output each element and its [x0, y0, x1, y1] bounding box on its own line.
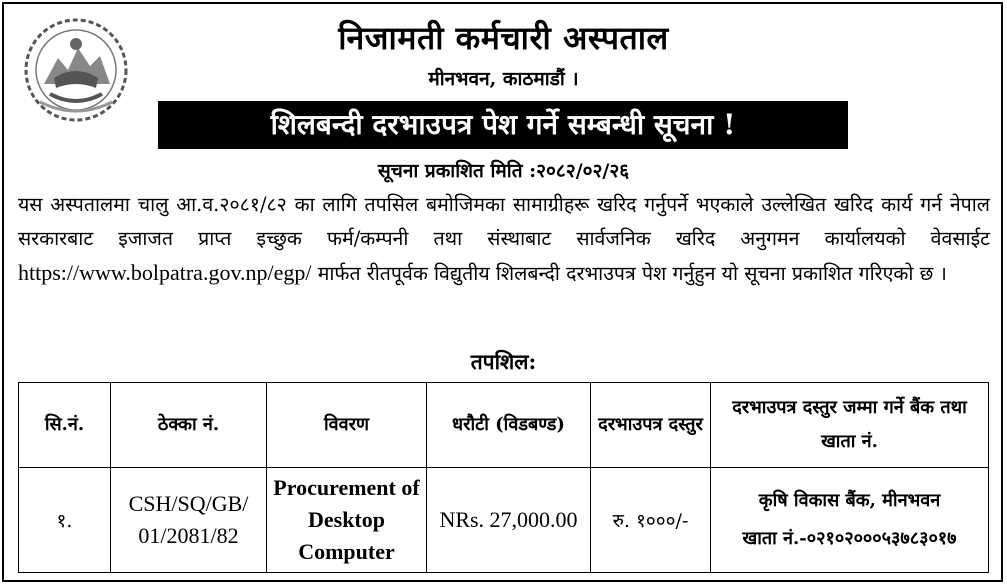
cell-description: Procurement of Desktop Computer: [267, 468, 427, 573]
body-text-part2: मार्फत रीतपूर्वक विद्युतीय शिलबन्दी दरभाउपत्र पेश गर्नुहुन यो सूचना प्रकाशित गरिएको छ ।: [317, 262, 947, 285]
egp-url-link[interactable]: https://www.bolpatra.gov.np/egp/: [18, 260, 312, 285]
header-fee: दरभाउपत्र दस्तुर: [591, 383, 711, 468]
cell-bank: [711, 468, 989, 573]
header-description: विवरण: [267, 383, 427, 468]
hospital-name: निजामती कर्मचारी अस्पताल: [338, 19, 669, 57]
cell-serial: १.: [19, 468, 111, 573]
table-header-row: [19, 383, 989, 468]
cell-bid-bond: NRs. 27,000.00: [427, 468, 591, 573]
bank-name: कृषि विकास बैंक, मीनभवन: [758, 490, 941, 511]
procurement-table: [18, 382, 989, 573]
body-text-part1: यस अस्पतालमा चालु आ.व.२०८१/८२ का लागि तपसिल बमोजिमका सामाग्रीहरू खरिद गर्नुपर्ने भएकाले उल्लेखित खरिद कार्य गर्न नेपाल सरकारबाट इजाजत प्राप्त इच्छुक फर्म/कम्पनी तथा संस्थाबाट सार्वजनिक खरिद अनुगमन कार्यालयको वेवसाईट: [18, 193, 990, 250]
table-row: [19, 468, 989, 573]
header-contract-no: ठेक्का नं.: [111, 383, 267, 468]
notice-title-banner: शिलबन्दी दरभाउपत्र पेश गर्ने सम्बन्धी सूचना !: [158, 101, 848, 149]
header-serial: सि.नं.: [19, 383, 111, 468]
header-bank: दरभाउपत्र दस्तुर जम्मा गर्ने बैंक तथा खाता नं.: [711, 383, 989, 468]
published-date: सूचना प्रकाशित मिति :२०८२/०२/२६: [377, 160, 630, 182]
header-bid-bond: धरौटी (विडबण्ड): [427, 383, 591, 468]
cell-contract-no: CSH/SQ/GB/ 01/2081/82: [111, 468, 267, 573]
account-number: खाता नं.-०२१०२०००५३७८३०१७: [742, 528, 957, 549]
notice-body: [18, 188, 990, 291]
section-title: तपशिल:: [470, 349, 537, 374]
hospital-address: मीनभवन, काठमाडौं ।: [428, 68, 579, 90]
cell-fee: रु. १०००/-: [591, 468, 711, 573]
